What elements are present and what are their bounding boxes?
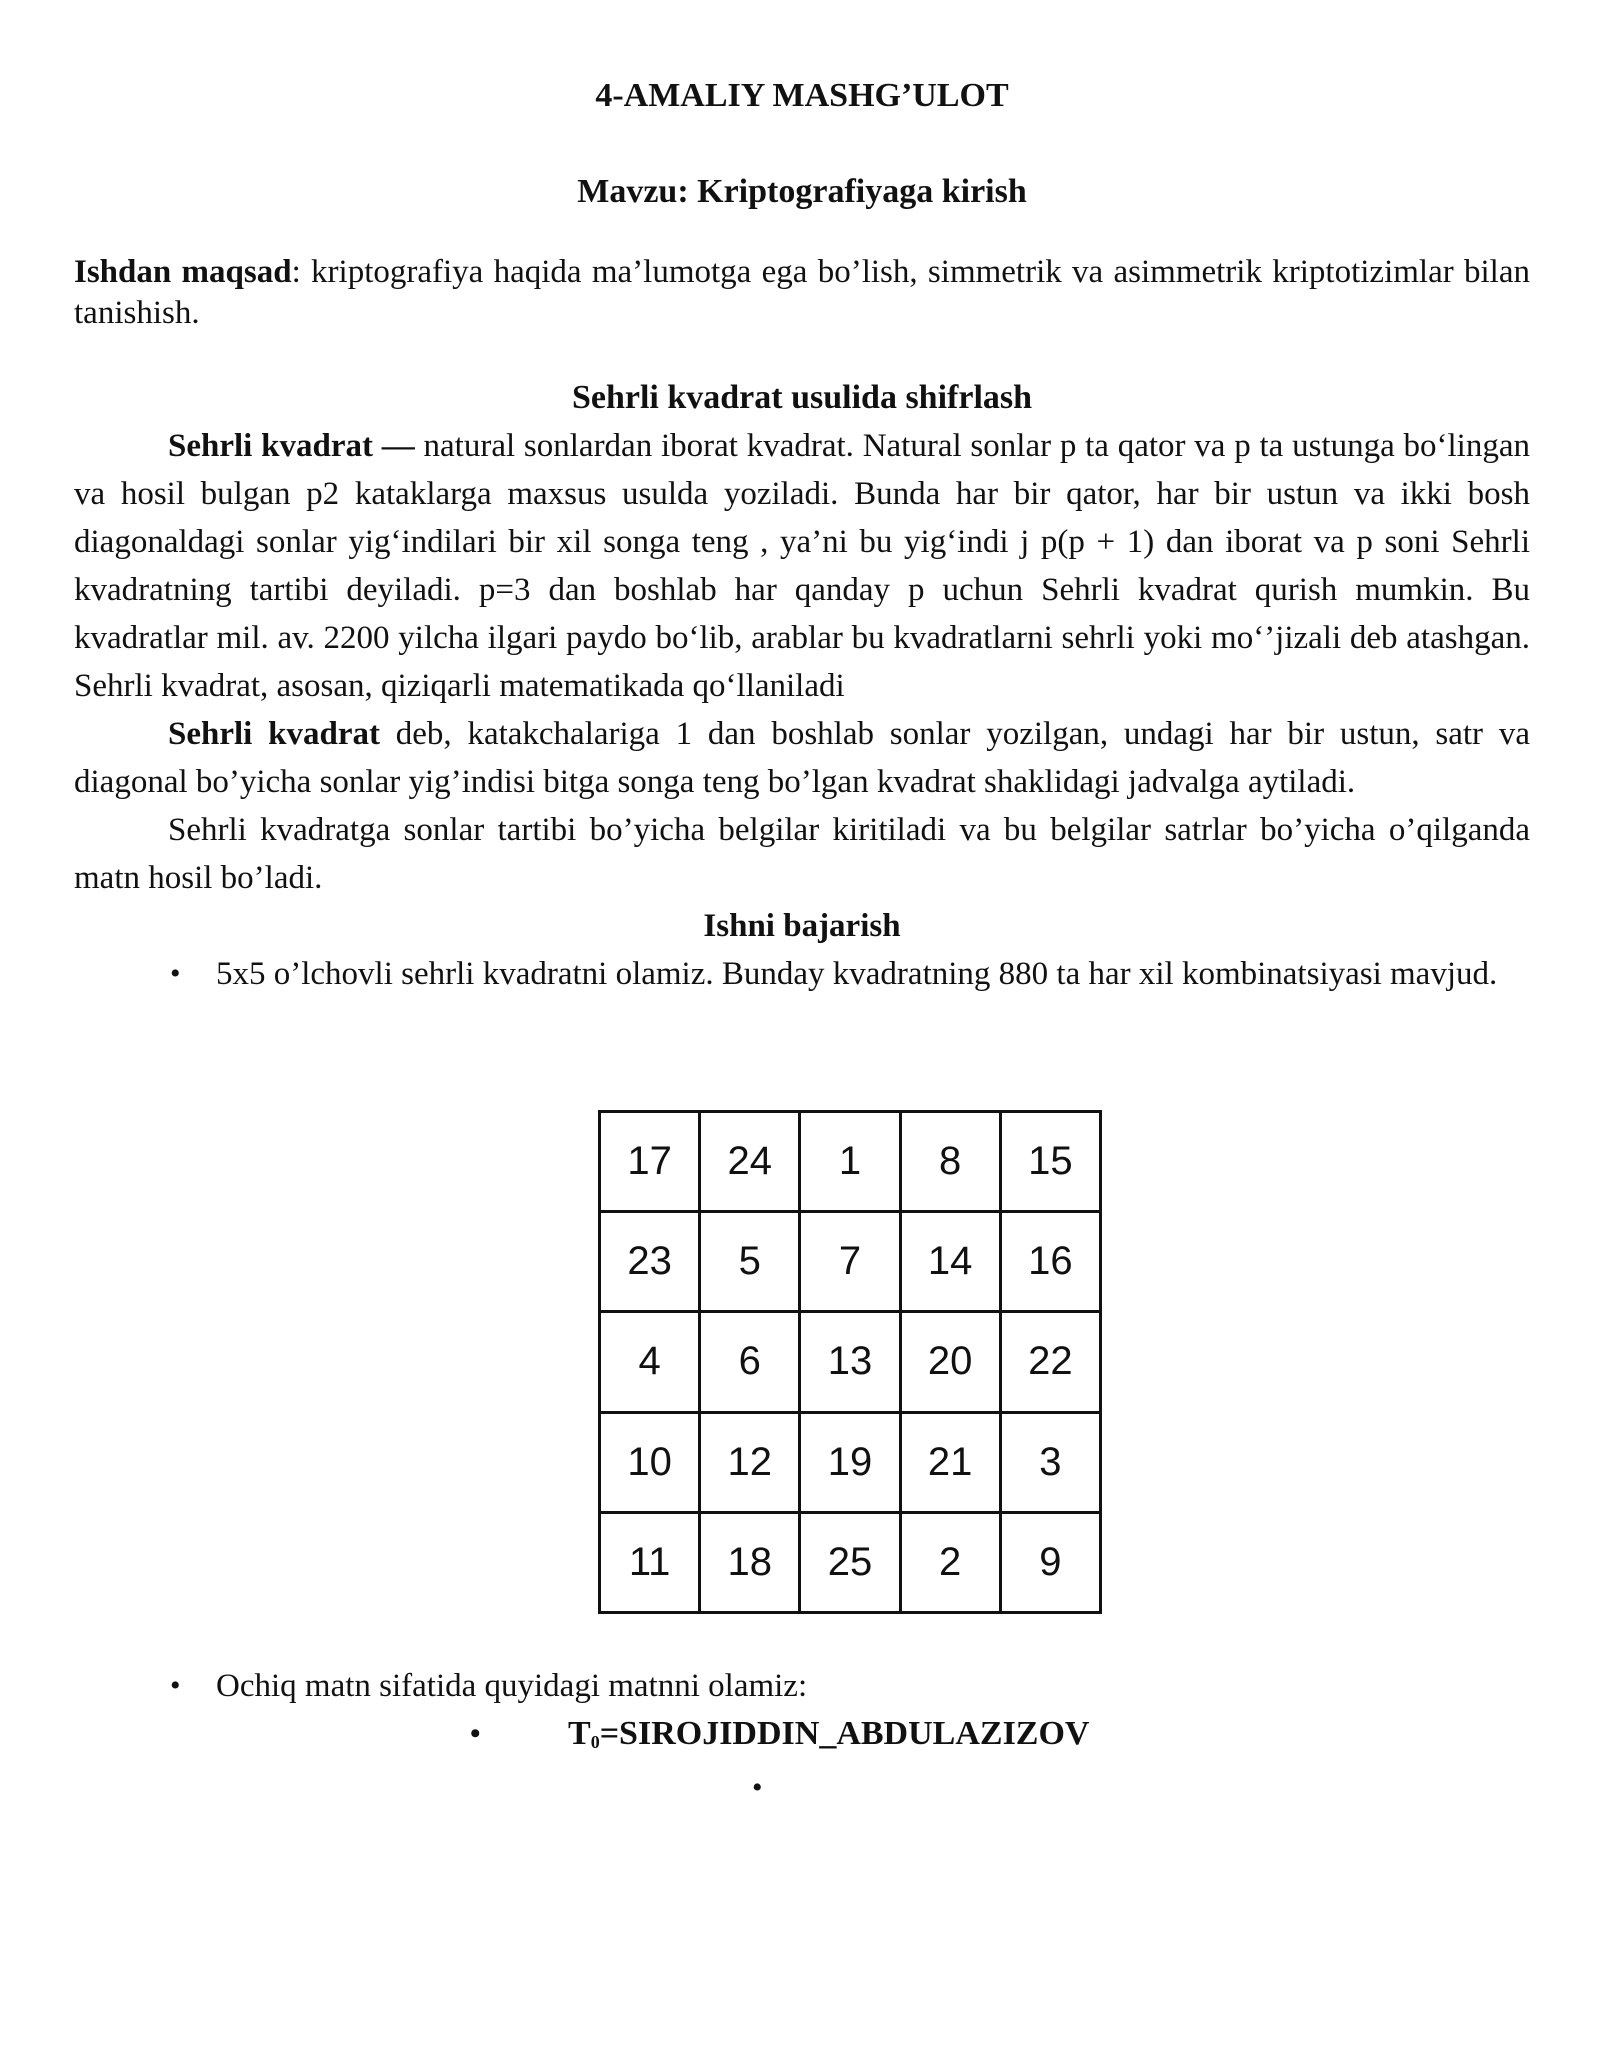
table-cell: 13 [800, 1312, 900, 1412]
goal-paragraph [74, 252, 1530, 334]
definition-2-text: deb, katakchalariga 1 dan boshlab sonlar yozilgan, undagi har bir ustun, satr va diagonal bo’yicha sonlar yig’indisi bitga songa teng bo’lgan kvadrat shaklidagi jadvalga aytiladi. [74, 716, 1530, 800]
procedure-list [74, 950, 1530, 998]
goal-label: Ishdan maqsad [74, 254, 292, 290]
table-row [600, 1212, 1101, 1312]
table-cell: 2 [900, 1512, 1000, 1612]
plaintext-value [568, 1710, 1089, 1766]
formula-prefix: T [568, 1715, 591, 1752]
table-cell: 25 [800, 1512, 900, 1612]
list-item-square-text: 5x5 o’lchovli sehrli kvadratni olamiz. Bunday kvadratning 880 ta har xil kombinatsiyasi mavjud. [216, 956, 1498, 992]
table-row [600, 1112, 1101, 1212]
table-cell: 22 [1000, 1312, 1100, 1412]
table-cell: 5 [700, 1212, 800, 1312]
table-row [600, 1412, 1101, 1512]
table-cell: 4 [600, 1312, 700, 1412]
magic-square-table [598, 1110, 1102, 1614]
list-item-square [74, 950, 1530, 998]
table-row [600, 1512, 1101, 1612]
goal-text: : kriptografiya haqida ma’lumotga ega bo’lish, simmetrik va asimmetrik kriptotizimlar bilan tanishish. [74, 254, 1530, 331]
plaintext-formula [0, 1710, 1600, 1758]
bullet-icon: • [752, 1771, 763, 1804]
section-heading-procedure: Ishni bajarish [703, 908, 901, 944]
bullet-icon: • [170, 1669, 181, 1702]
magic-square [598, 1110, 1102, 1614]
bullet-icon: • [470, 1717, 481, 1750]
table-cell: 6 [700, 1312, 800, 1412]
table-cell: 14 [900, 1212, 1000, 1312]
table-cell: 12 [700, 1412, 800, 1512]
bullet-icon: • [170, 957, 181, 990]
table-cell: 10 [600, 1412, 700, 1512]
table-cell: 24 [700, 1112, 800, 1212]
table-cell: 9 [1000, 1512, 1100, 1612]
formula-subscript: 0 [590, 1732, 600, 1752]
table-cell: 17 [600, 1112, 700, 1212]
list-item-plaintext-text: Ochiq matn sifatida quyidagi matnni olamiz: [216, 1668, 808, 1704]
table-cell: 1 [800, 1112, 900, 1212]
table-cell: 15 [1000, 1112, 1100, 1212]
definition-paragraph-1 [74, 422, 1530, 710]
topic-heading: Mavzu: Kriptografiyaga kirish [577, 173, 1027, 210]
table-cell: 23 [600, 1212, 700, 1312]
document-title: 4-AMALIY MASHG’ULOT [595, 77, 1009, 114]
formula-rest: =SIROJIDDIN_ABDULAZIZOV [599, 1715, 1090, 1752]
definition-paragraph-2 [74, 710, 1530, 806]
table-cell: 7 [800, 1212, 900, 1312]
definition-1-term: Sehrli kvadrat — [168, 428, 415, 464]
table-cell: 16 [1000, 1212, 1100, 1312]
table-cell: 18 [700, 1512, 800, 1612]
table-cell: 20 [900, 1312, 1000, 1412]
table-cell: 11 [600, 1512, 700, 1612]
definition-1-text: natural sonlardan iborat kvadrat. Natural sonlar p ta qator va p ta ustunga bo‘lingan va hosil bulgan p2 kataklarga maxsus usulda yoziladi. Bunda har bir qator, har bir ustun va ikki bosh diagonaldagi sonlar yig‘indilari bir xil songa teng , ya’ni bu yig‘indi j p(p + 1) dan iborat va p soni Sehrli kvadratning tartibi deyiladi. p=3 dan boshlab har qanday p uchun Sehrli kvadrat qurish mumkin. Bu kvadratlar mil. av. 2200 yilcha ilgari paydo bo‘lib, arablar bu kvadratlarni sehrli yoki mo‘’jizali deb atashgan. Sehrli kvadrat, asosan, qiziqarli matematikada qo‘llaniladi [74, 428, 1530, 704]
section-heading-encryption: Sehrli kvadrat usulida shifrlash [571, 379, 1033, 416]
document-body [74, 72, 1530, 998]
table-cell: 8 [900, 1112, 1000, 1212]
table-cell: 3 [1000, 1412, 1100, 1512]
table-row [600, 1312, 1101, 1412]
table-cell: 19 [800, 1412, 900, 1512]
definition-2-term: Sehrli kvadrat [168, 716, 380, 752]
method-paragraph: Sehrli kvadratga sonlar tartibi bo’yicha belgilar kiritiladi va bu belgilar satrlar bo’yicha o’qilganda matn hosil bo’ladi. [74, 812, 1530, 896]
table-cell: 21 [900, 1412, 1000, 1512]
